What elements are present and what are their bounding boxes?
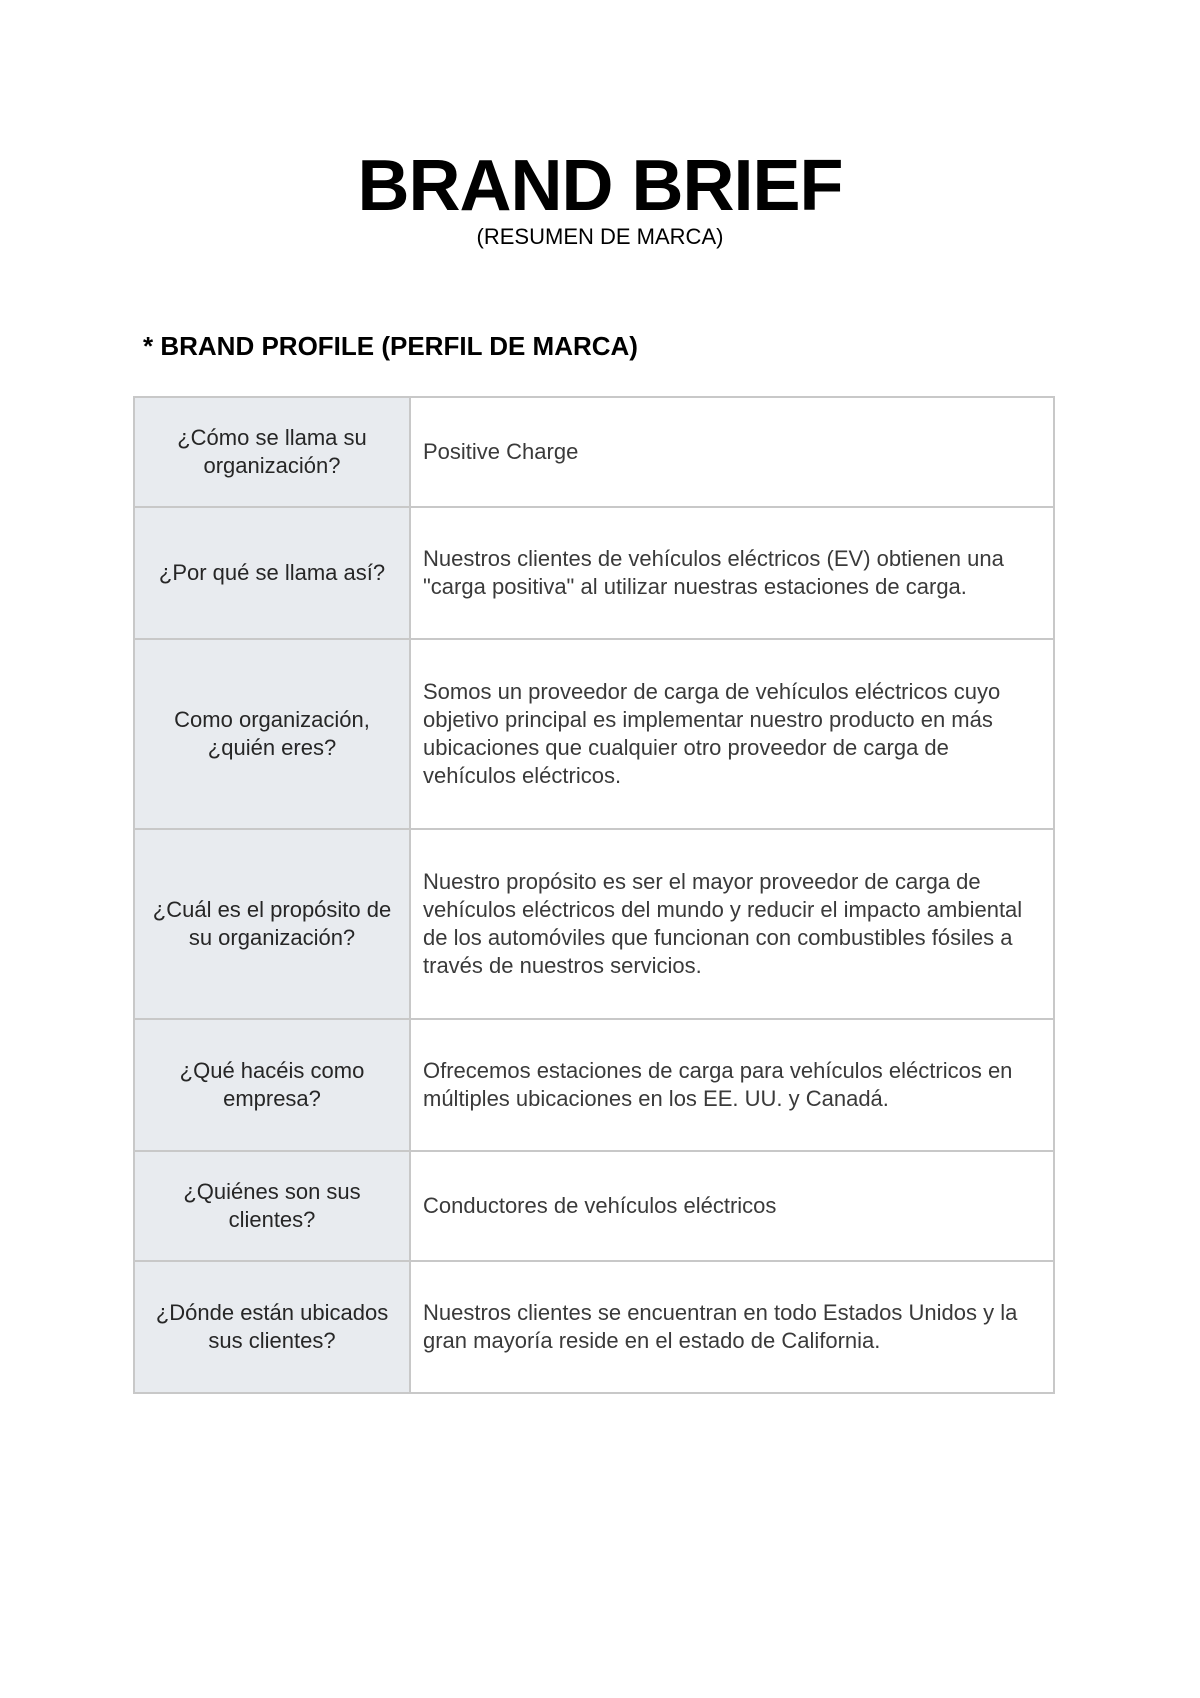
answer-cell: Ofrecemos estaciones de carga para vehículos eléctricos en múltiples ubicaciones en los EE. UU. y Canadá.: [410, 1019, 1054, 1151]
table-row: [134, 507, 1054, 639]
answer-cell: Positive Charge: [410, 397, 1054, 507]
answer-cell: Nuestro propósito es ser el mayor proveedor de carga de vehículos eléctricos del mundo y reducir el impacto ambiental de los automóviles que funcionan con combustibles fósiles a través de nuestros servicios.: [410, 829, 1054, 1019]
question-cell: Como organización, ¿quién eres?: [134, 639, 410, 829]
answer-cell: Nuestros clientes de vehículos eléctricos (EV) obtienen una "carga positiva" al utilizar nuestras estaciones de carga.: [410, 507, 1054, 639]
table-row: [134, 639, 1054, 829]
answer-cell: Conductores de vehículos eléctricos: [410, 1151, 1054, 1261]
question-cell: ¿Dónde están ubicados sus clientes?: [134, 1261, 410, 1393]
question-cell: ¿Cómo se llama su organización?: [134, 397, 410, 507]
question-cell: ¿Quiénes son sus clientes?: [134, 1151, 410, 1261]
document-subtitle: (RESUMEN DE MARCA): [476, 224, 724, 249]
document-title: BRAND BRIEF: [357, 146, 843, 226]
table-row: [134, 397, 1054, 507]
table-row: [134, 1151, 1054, 1261]
table-row: [134, 829, 1054, 1019]
table-row: [134, 1261, 1054, 1393]
answer-cell: Somos un proveedor de carga de vehículos eléctricos cuyo objetivo principal es implementar nuestro producto en más ubicaciones que cualquier otro proveedor de carga de vehículos eléctricos.: [410, 639, 1054, 829]
table-row: [134, 1019, 1054, 1151]
section-heading: * BRAND PROFILE (PERFIL DE MARCA): [143, 331, 638, 361]
question-cell: ¿Cuál es el propósito de su organización?: [134, 829, 410, 1019]
question-cell: ¿Qué hacéis como empresa?: [134, 1019, 410, 1151]
question-cell: ¿Por qué se llama así?: [134, 507, 410, 639]
answer-cell: Nuestros clientes se encuentran en todo Estados Unidos y la gran mayoría reside en el estado de California.: [410, 1261, 1054, 1393]
brand-profile-table: [133, 396, 1055, 1394]
